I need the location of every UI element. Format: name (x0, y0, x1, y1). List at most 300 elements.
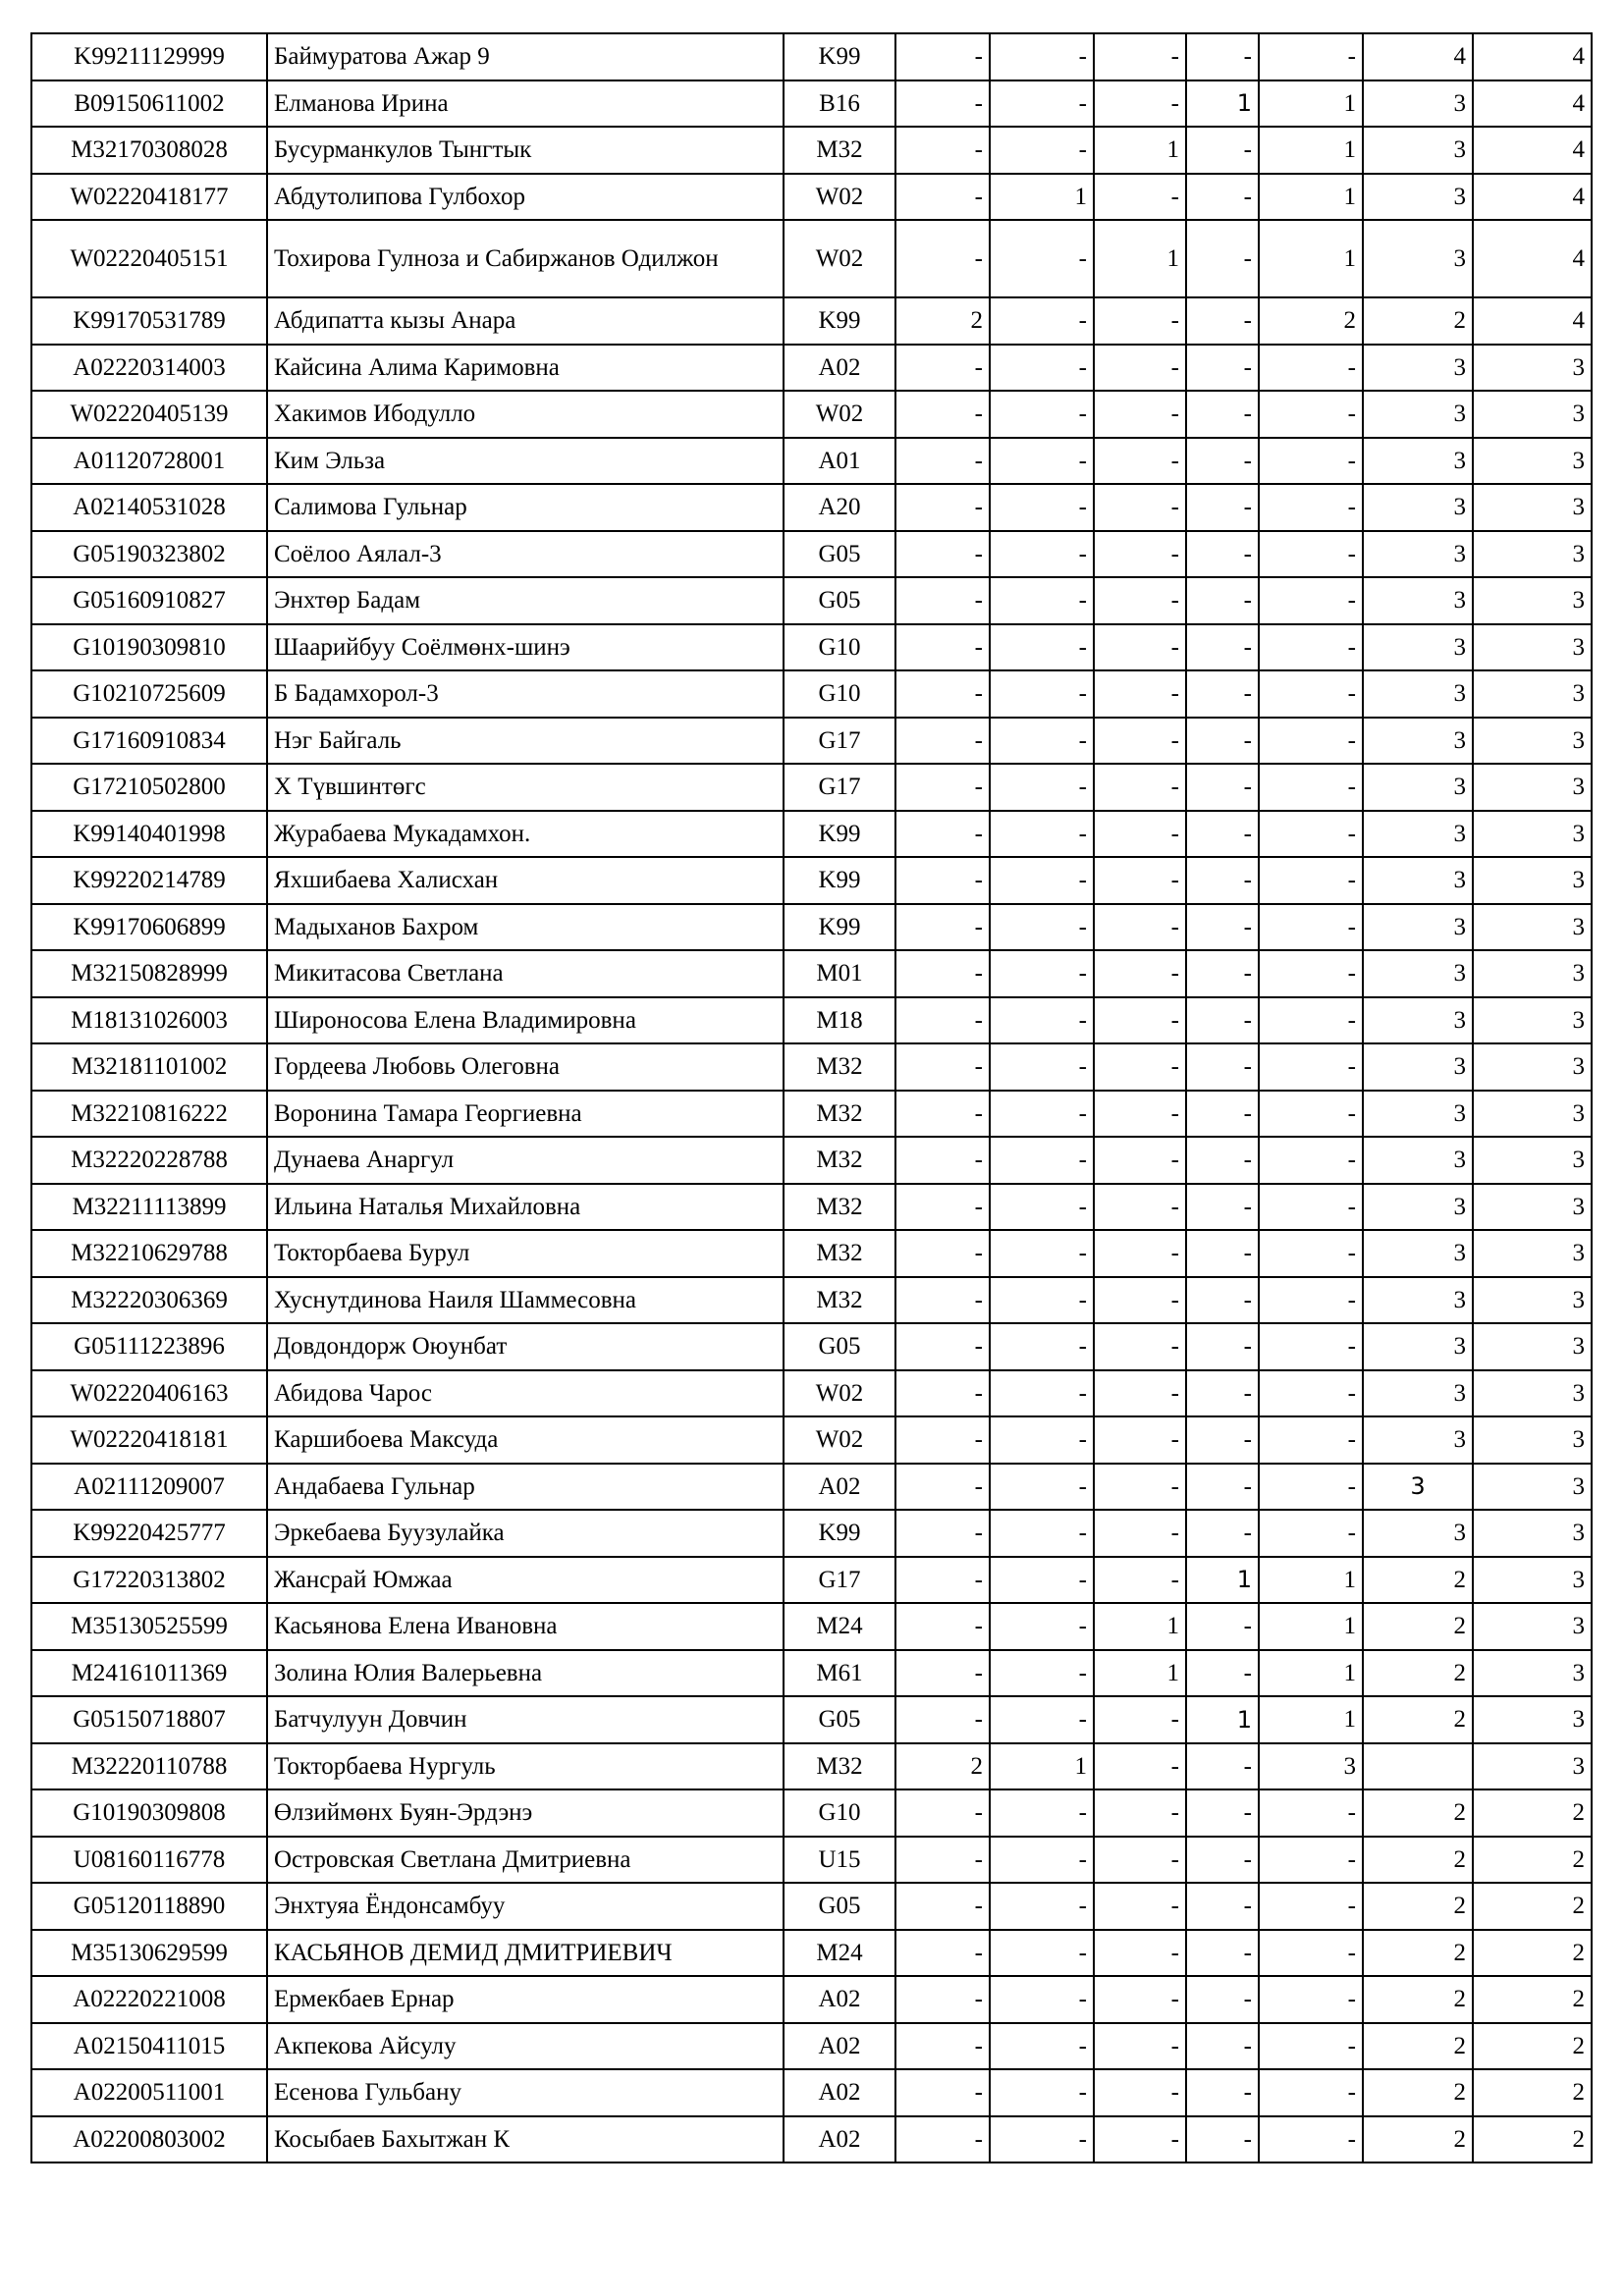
code-cell: M32210816222 (31, 1091, 267, 1138)
count-cell-6: 3 (1363, 624, 1473, 671)
count-cell-3: - (1094, 1370, 1186, 1417)
table-row (31, 438, 1592, 485)
count-cell-1: - (895, 1370, 990, 1417)
code-cell: W02220418177 (31, 174, 267, 221)
table-row (31, 718, 1592, 765)
count-cell-3: - (1094, 391, 1186, 438)
count-cell-2: - (990, 1696, 1094, 1743)
count-cell-1: - (895, 2116, 990, 2163)
count-cell-4: - (1186, 1650, 1259, 1697)
count-cell-3: - (1094, 1230, 1186, 1277)
count-cell-3: - (1094, 950, 1186, 997)
count-cell-5: 3 (1259, 1743, 1363, 1790)
count-cell-6: 3 (1363, 438, 1473, 485)
total-cell: 3 (1473, 1277, 1592, 1324)
count-cell-3: - (1094, 1743, 1186, 1790)
count-cell-3: - (1094, 1043, 1186, 1091)
count-cell-3: - (1094, 1883, 1186, 1930)
table-row (31, 1277, 1592, 1324)
code-cell: G17210502800 (31, 764, 267, 811)
name-cell: Акпекова Айсулу (267, 2023, 784, 2070)
code-cell: G05160910827 (31, 577, 267, 624)
count-cell-3: - (1094, 997, 1186, 1044)
count-cell-4: - (1186, 2069, 1259, 2116)
region-cell: K99 (784, 297, 895, 345)
region-cell: M32 (784, 1743, 895, 1790)
code-cell: U08160116778 (31, 1837, 267, 1884)
region-cell: A02 (784, 1464, 895, 1511)
code-cell: G10190309808 (31, 1789, 267, 1837)
region-cell: B16 (784, 80, 895, 128)
count-cell-2: - (990, 1650, 1094, 1697)
code-cell: A01120728001 (31, 438, 267, 485)
total-cell: 4 (1473, 174, 1592, 221)
region-cell: K99 (784, 811, 895, 858)
region-cell: W02 (784, 220, 895, 297)
name-cell: Б Бадамхорол-3 (267, 670, 784, 718)
count-cell-1: - (895, 1930, 990, 1977)
count-cell-2: - (990, 1837, 1094, 1884)
count-cell-5: - (1259, 670, 1363, 718)
region-cell: G17 (784, 1557, 895, 1604)
table-row (31, 297, 1592, 345)
count-cell-1: - (895, 950, 990, 997)
name-cell: КАСЬЯНОВ ДЕМИД ДМИТРИЕВИЧ (267, 1930, 784, 1977)
total-cell: 3 (1473, 718, 1592, 765)
total-cell: 3 (1473, 1510, 1592, 1557)
name-cell: Елманова Ирина (267, 80, 784, 128)
count-cell-5: - (1259, 1930, 1363, 1977)
table-row (31, 1370, 1592, 1417)
count-cell-1: - (895, 174, 990, 221)
count-cell-1: - (895, 1557, 990, 1604)
count-cell-1: - (895, 718, 990, 765)
count-cell-2: - (990, 531, 1094, 578)
count-cell-4: - (1186, 484, 1259, 531)
code-cell: M32210629788 (31, 1230, 267, 1277)
count-cell-6: 2 (1363, 2116, 1473, 2163)
name-cell: Касьянова Елена Ивановна (267, 1603, 784, 1650)
count-cell-6: 2 (1363, 1883, 1473, 1930)
total-cell: 3 (1473, 764, 1592, 811)
code-cell: G05120118890 (31, 1883, 267, 1930)
count-cell-2: 1 (990, 1743, 1094, 1790)
count-cell-5: - (1259, 1277, 1363, 1324)
count-cell-4: - (1186, 1464, 1259, 1511)
count-cell-4: 1 (1186, 80, 1259, 128)
total-cell: 3 (1473, 438, 1592, 485)
code-cell: M32220228788 (31, 1137, 267, 1184)
count-cell-5: 1 (1259, 1696, 1363, 1743)
count-cell-2: - (990, 997, 1094, 1044)
count-cell-5: - (1259, 1370, 1363, 1417)
region-cell: A02 (784, 345, 895, 392)
count-cell-4: - (1186, 1370, 1259, 1417)
region-cell: M61 (784, 1650, 895, 1697)
count-cell-6: 3 (1363, 1043, 1473, 1091)
code-cell: A02220314003 (31, 345, 267, 392)
count-cell-1: - (895, 764, 990, 811)
count-cell-1: 2 (895, 1743, 990, 1790)
count-cell-3: - (1094, 1184, 1186, 1231)
total-cell: 3 (1473, 531, 1592, 578)
total-cell: 4 (1473, 33, 1592, 80)
count-cell-2: - (990, 2023, 1094, 2070)
count-cell-1: - (895, 484, 990, 531)
region-cell: M32 (784, 1091, 895, 1138)
region-cell: M18 (784, 997, 895, 1044)
count-cell-1: - (895, 1464, 990, 1511)
region-cell: W02 (784, 391, 895, 438)
code-cell: A02150411015 (31, 2023, 267, 2070)
total-cell: 3 (1473, 1184, 1592, 1231)
count-cell-3: - (1094, 2069, 1186, 2116)
name-cell: Гордеева Любовь Олеговна (267, 1043, 784, 1091)
region-cell: U15 (784, 1837, 895, 1884)
name-cell: Жансрай Юмжаа (267, 1557, 784, 1604)
count-cell-4: - (1186, 1510, 1259, 1557)
count-cell-2: - (990, 220, 1094, 297)
total-cell: 3 (1473, 484, 1592, 531)
count-cell-5: - (1259, 997, 1363, 1044)
count-cell-5: - (1259, 1416, 1363, 1464)
count-cell-1: - (895, 577, 990, 624)
count-cell-1: - (895, 1650, 990, 1697)
count-cell-3: - (1094, 764, 1186, 811)
count-cell-2: - (990, 1277, 1094, 1324)
count-cell-2: - (990, 1603, 1094, 1650)
name-cell: Хакимов Ибодулло (267, 391, 784, 438)
table-row (31, 220, 1592, 297)
name-cell: Эркебаева Буузулайка (267, 1510, 784, 1557)
count-cell-6: 2 (1363, 1696, 1473, 1743)
count-cell-6: 3 (1363, 80, 1473, 128)
count-cell-2: - (990, 670, 1094, 718)
count-cell-5: - (1259, 2023, 1363, 2070)
count-cell-6: 3 (1363, 1277, 1473, 1324)
code-cell: G05150718807 (31, 1696, 267, 1743)
region-cell: A20 (784, 484, 895, 531)
code-cell: A02200511001 (31, 2069, 267, 2116)
name-cell: Золина Юлия Валерьевна (267, 1650, 784, 1697)
count-cell-6: 3 (1363, 997, 1473, 1044)
count-cell-5: - (1259, 1464, 1363, 1511)
count-cell-2: - (990, 33, 1094, 80)
count-cell-6: 3 (1363, 484, 1473, 531)
count-cell-1: - (895, 33, 990, 80)
count-cell-6: 2 (1363, 2023, 1473, 2070)
count-cell-5: 1 (1259, 1650, 1363, 1697)
count-cell-6: 2 (1363, 2069, 1473, 2116)
count-cell-2: - (990, 624, 1094, 671)
count-cell-6: 3 (1363, 220, 1473, 297)
count-cell-2: - (990, 391, 1094, 438)
name-cell: Токторбаева Нургуль (267, 1743, 784, 1790)
count-cell-3: - (1094, 904, 1186, 951)
code-cell: A02140531028 (31, 484, 267, 531)
count-cell-2: - (990, 1184, 1094, 1231)
table-row (31, 624, 1592, 671)
region-cell: A02 (784, 2023, 895, 2070)
count-cell-3: - (1094, 1930, 1186, 1977)
count-cell-3: - (1094, 531, 1186, 578)
count-cell-5: - (1259, 2116, 1363, 2163)
count-cell-5: - (1259, 2069, 1363, 2116)
table-row (31, 1137, 1592, 1184)
total-cell: 4 (1473, 297, 1592, 345)
count-cell-1: - (895, 127, 990, 174)
table-row (31, 33, 1592, 80)
table-row (31, 80, 1592, 128)
count-cell-1: - (895, 2023, 990, 2070)
region-cell: K99 (784, 904, 895, 951)
count-cell-3: - (1094, 2116, 1186, 2163)
count-cell-3: 1 (1094, 1603, 1186, 1650)
code-cell: A02111209007 (31, 1464, 267, 1511)
total-cell: 2 (1473, 1976, 1592, 2023)
count-cell-4: - (1186, 1277, 1259, 1324)
count-cell-1: - (895, 531, 990, 578)
count-cell-5: - (1259, 1323, 1363, 1370)
count-cell-5: - (1259, 1976, 1363, 2023)
count-cell-2: - (990, 904, 1094, 951)
count-cell-2: - (990, 1137, 1094, 1184)
count-cell-5: 1 (1259, 220, 1363, 297)
count-cell-1: - (895, 1789, 990, 1837)
count-cell-6: 3 (1363, 811, 1473, 858)
count-cell-5: - (1259, 531, 1363, 578)
table-row (31, 1743, 1592, 1790)
count-cell-4: - (1186, 857, 1259, 904)
count-cell-5: - (1259, 811, 1363, 858)
total-cell: 3 (1473, 670, 1592, 718)
count-cell-5: 1 (1259, 1557, 1363, 1604)
region-cell: A02 (784, 2116, 895, 2163)
count-cell-4: - (1186, 2116, 1259, 2163)
region-cell: K99 (784, 857, 895, 904)
total-cell: 2 (1473, 1789, 1592, 1837)
count-cell-5: 1 (1259, 174, 1363, 221)
count-cell-2: - (990, 2069, 1094, 2116)
table-row (31, 1603, 1592, 1650)
count-cell-4: - (1186, 1184, 1259, 1231)
name-cell: Воронина Тамара Георгиевна (267, 1091, 784, 1138)
region-cell: G17 (784, 718, 895, 765)
count-cell-5: - (1259, 1837, 1363, 1884)
count-cell-6: 3 (1363, 670, 1473, 718)
count-cell-1: - (895, 1230, 990, 1277)
table-row (31, 1184, 1592, 1231)
table-row (31, 811, 1592, 858)
count-cell-4: - (1186, 624, 1259, 671)
table-row (31, 1464, 1592, 1511)
name-cell: Баймуратова Ажар 9 (267, 33, 784, 80)
count-cell-5: - (1259, 1091, 1363, 1138)
region-cell: G05 (784, 1323, 895, 1370)
count-cell-1: - (895, 1883, 990, 1930)
count-cell-2: - (990, 438, 1094, 485)
count-cell-6: 2 (1363, 1789, 1473, 1837)
count-cell-1: - (895, 1837, 990, 1884)
region-cell: G05 (784, 531, 895, 578)
count-cell-3: - (1094, 670, 1186, 718)
name-cell: Нэг Байгаль (267, 718, 784, 765)
count-cell-2: - (990, 1883, 1094, 1930)
table-row (31, 1323, 1592, 1370)
count-cell-2: - (990, 1930, 1094, 1977)
count-cell-1: - (895, 1603, 990, 1650)
count-cell-6: 3 (1363, 1323, 1473, 1370)
count-cell-3: 1 (1094, 1650, 1186, 1697)
total-cell: 3 (1473, 1043, 1592, 1091)
region-cell: G10 (784, 1789, 895, 1837)
table-row (31, 1510, 1592, 1557)
total-cell: 3 (1473, 1743, 1592, 1790)
name-cell: Хуснутдинова Наиля Шаммесовна (267, 1277, 784, 1324)
count-cell-2: - (990, 857, 1094, 904)
count-cell-5: - (1259, 1184, 1363, 1231)
count-cell-4: - (1186, 345, 1259, 392)
count-cell-6: 3 (1363, 1184, 1473, 1231)
table-row (31, 345, 1592, 392)
total-cell: 2 (1473, 2069, 1592, 2116)
count-cell-4: - (1186, 127, 1259, 174)
total-cell: 4 (1473, 220, 1592, 297)
total-cell: 3 (1473, 1416, 1592, 1464)
count-cell-1: - (895, 345, 990, 392)
count-cell-5: 1 (1259, 80, 1363, 128)
code-cell: M32220110788 (31, 1743, 267, 1790)
code-cell: G17160910834 (31, 718, 267, 765)
count-cell-1: 2 (895, 297, 990, 345)
count-cell-1: - (895, 670, 990, 718)
count-cell-1: - (895, 857, 990, 904)
count-cell-1: - (895, 391, 990, 438)
table-row (31, 1043, 1592, 1091)
name-cell: Журабаева Мукадамхон. (267, 811, 784, 858)
count-cell-3: - (1094, 577, 1186, 624)
name-cell: Мадыханов Бахром (267, 904, 784, 951)
count-cell-6: 3 (1363, 1416, 1473, 1464)
region-cell: M32 (784, 1230, 895, 1277)
count-cell-4: - (1186, 1323, 1259, 1370)
code-cell: K99140401998 (31, 811, 267, 858)
table-row (31, 1976, 1592, 2023)
count-cell-4: - (1186, 950, 1259, 997)
total-cell: 3 (1473, 577, 1592, 624)
total-cell: 3 (1473, 1323, 1592, 1370)
count-cell-5: 1 (1259, 1603, 1363, 1650)
count-cell-4: 1 (1186, 1696, 1259, 1743)
count-cell-3: - (1094, 1976, 1186, 2023)
count-cell-6: 2 (1363, 1650, 1473, 1697)
table-row (31, 2023, 1592, 2070)
count-cell-3: - (1094, 624, 1186, 671)
code-cell: K99211129999 (31, 33, 267, 80)
count-cell-6: 3 (1363, 127, 1473, 174)
region-cell: M24 (784, 1930, 895, 1977)
count-cell-5: - (1259, 484, 1363, 531)
count-cell-1: - (895, 1323, 990, 1370)
count-cell-6: 3 (1363, 174, 1473, 221)
code-cell: K99170606899 (31, 904, 267, 951)
name-cell: Косыбаев Бахытжан К (267, 2116, 784, 2163)
count-cell-2: - (990, 297, 1094, 345)
count-cell-2: - (990, 950, 1094, 997)
count-cell-1: - (895, 438, 990, 485)
count-cell-4: 1 (1186, 1557, 1259, 1604)
count-cell-1: - (895, 1184, 990, 1231)
name-cell: Микитасова Светлана (267, 950, 784, 997)
table-row (31, 174, 1592, 221)
table-row (31, 484, 1592, 531)
count-cell-4: - (1186, 670, 1259, 718)
count-cell-2: - (990, 1230, 1094, 1277)
count-cell-4: - (1186, 904, 1259, 951)
count-cell-6: 3 (1363, 1370, 1473, 1417)
code-cell: G17220313802 (31, 1557, 267, 1604)
code-cell: G10190309810 (31, 624, 267, 671)
count-cell-1: - (895, 811, 990, 858)
count-cell-3: - (1094, 1323, 1186, 1370)
count-cell-3: - (1094, 811, 1186, 858)
count-cell-6: 2 (1363, 1976, 1473, 2023)
count-cell-3: 1 (1094, 220, 1186, 297)
name-cell: Шаарийбуу Соёлмөнх-шинэ (267, 624, 784, 671)
code-cell: A02200803002 (31, 2116, 267, 2163)
count-cell-5: - (1259, 904, 1363, 951)
name-cell: Абдутолипова Гулбохор (267, 174, 784, 221)
count-cell-4: - (1186, 1976, 1259, 2023)
region-cell: K99 (784, 1510, 895, 1557)
count-cell-3: - (1094, 857, 1186, 904)
count-cell-6: 2 (1363, 1557, 1473, 1604)
count-cell-5: - (1259, 345, 1363, 392)
total-cell: 3 (1473, 1370, 1592, 1417)
name-cell: Энхтуяа Ёндонсамбуу (267, 1883, 784, 1930)
count-cell-2: - (990, 1323, 1094, 1370)
region-cell: M01 (784, 950, 895, 997)
count-cell-4: - (1186, 1930, 1259, 1977)
code-cell: B09150611002 (31, 80, 267, 128)
count-cell-4: - (1186, 1043, 1259, 1091)
code-cell: M32211113899 (31, 1184, 267, 1231)
name-cell: Есенова Гульбану (267, 2069, 784, 2116)
table-row (31, 531, 1592, 578)
count-cell-1: - (895, 1976, 990, 2023)
code-cell: W02220405151 (31, 220, 267, 297)
count-cell-3: - (1094, 438, 1186, 485)
name-cell: Кайсина Алима Каримовна (267, 345, 784, 392)
region-cell: W02 (784, 1416, 895, 1464)
count-cell-5: - (1259, 718, 1363, 765)
table-row (31, 1091, 1592, 1138)
region-cell: M32 (784, 1184, 895, 1231)
count-cell-3: - (1094, 297, 1186, 345)
count-cell-3: - (1094, 1137, 1186, 1184)
count-cell-4: - (1186, 764, 1259, 811)
table-row (31, 1789, 1592, 1837)
count-cell-2: - (990, 127, 1094, 174)
table-row (31, 127, 1592, 174)
count-cell-3: - (1094, 1416, 1186, 1464)
name-cell: Абдипатта кызы Анара (267, 297, 784, 345)
count-cell-6: 3 (1363, 391, 1473, 438)
table-row (31, 997, 1592, 1044)
code-cell: K99220214789 (31, 857, 267, 904)
name-cell: Андабаева Гульнар (267, 1464, 784, 1511)
count-cell-6: 3 (1363, 1510, 1473, 1557)
